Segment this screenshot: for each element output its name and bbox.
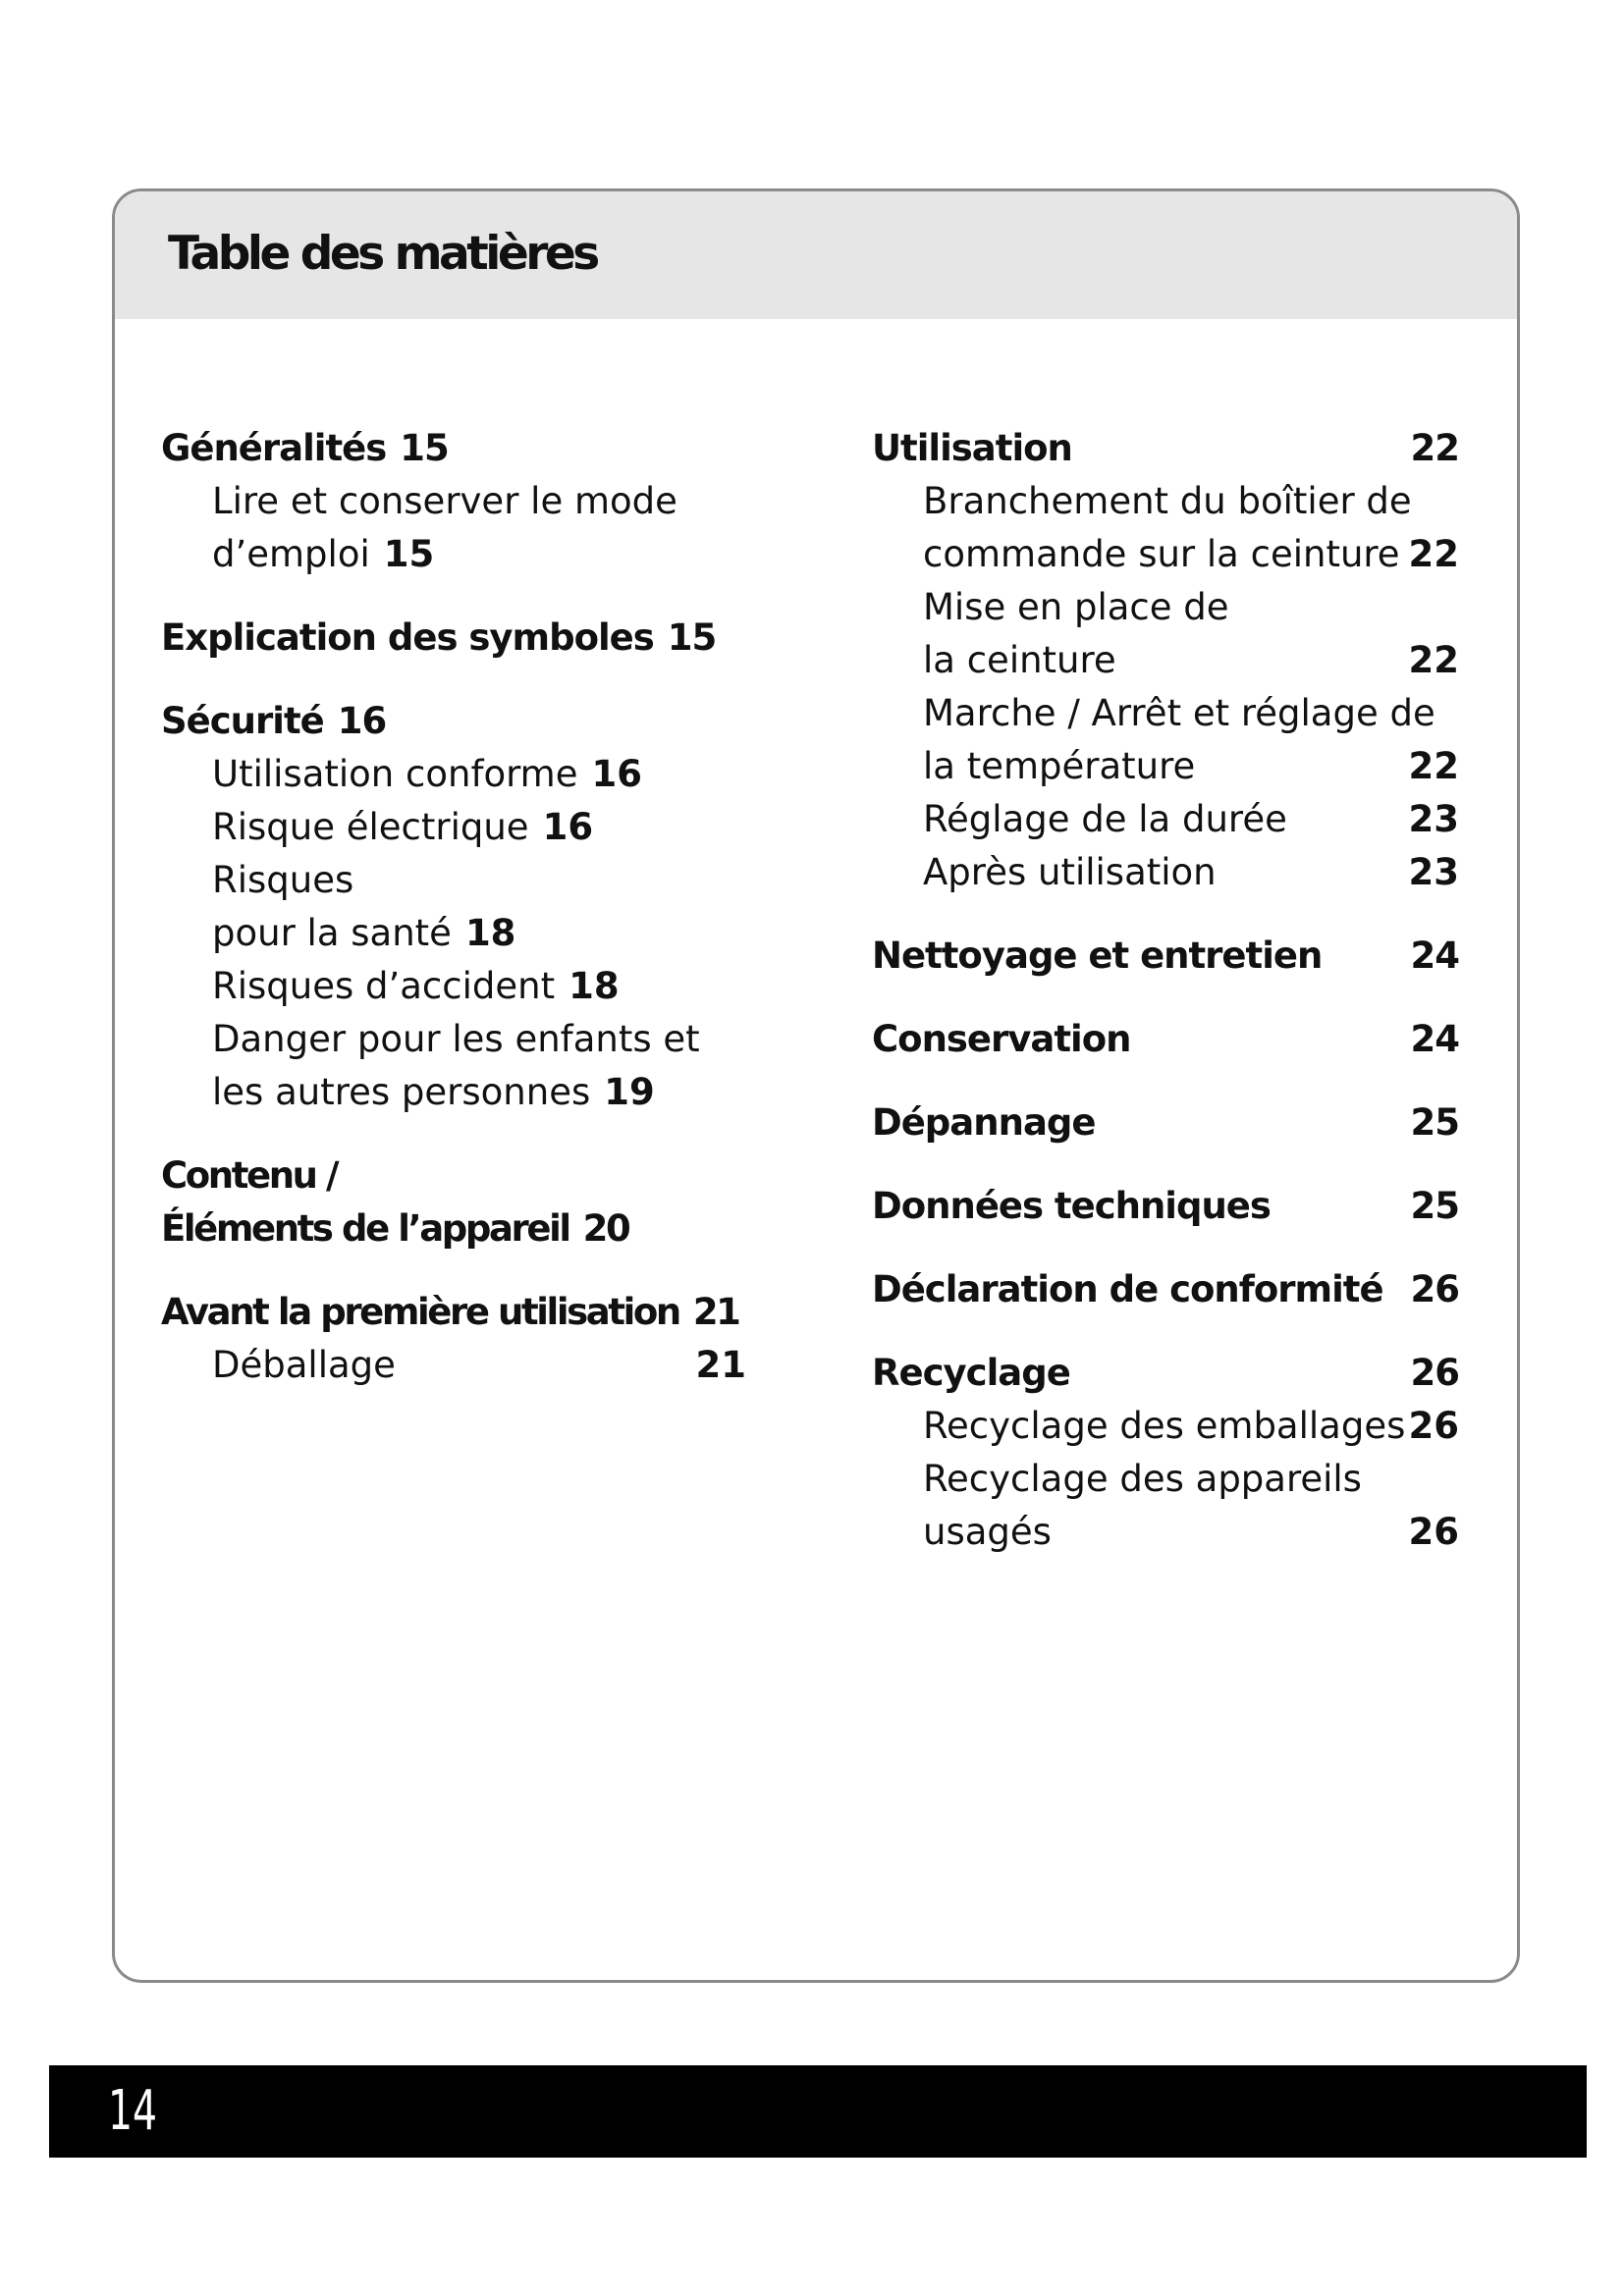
toc-subentry-line: commande sur la ceinture <box>923 533 1400 575</box>
toc-subentry-line: Risques <box>212 859 354 901</box>
footer-page-number: 14 <box>108 2079 157 2143</box>
toc-entry-title: Nettoyage et entretien <box>872 934 1323 977</box>
toc-subentry-line: Recyclage des emballages <box>923 1405 1406 1447</box>
toc-subentry-line: la température <box>923 745 1196 787</box>
toc-page-number: 15 <box>383 533 435 575</box>
toc-page-number: 25 <box>1410 1101 1459 1144</box>
toc-subentry-marche-arret[interactable] <box>872 687 1459 793</box>
toc-entry-title: Utilisation <box>872 427 1072 469</box>
toc-subentry-line: Marche / Arrêt et réglage de <box>923 692 1435 734</box>
toc-subentry-apres-utilisation[interactable] <box>872 846 1459 899</box>
toc-entry-contenu[interactable] <box>161 1149 746 1255</box>
toc-subentry-risque-electrique[interactable] <box>161 801 746 854</box>
toc-entry-title: Conservation <box>872 1018 1131 1060</box>
toc-entry-generalites[interactable] <box>161 422 746 475</box>
toc-page-number: 23 <box>1408 798 1459 840</box>
toc-entry-explication-symboles[interactable] <box>161 612 746 665</box>
toc-entry-donnees-techniques[interactable] <box>872 1180 1459 1233</box>
toc-page-number: 20 <box>582 1207 629 1250</box>
toc-entry-title: Avant la première utilisation <box>161 1291 679 1333</box>
toc-subentry-line: Danger pour les enfants et <box>212 1018 700 1060</box>
toc-subentry-line: d’emploi <box>212 533 370 575</box>
toc-subentry-branchement[interactable] <box>872 475 1459 581</box>
toc-page-number: 16 <box>591 753 642 795</box>
toc-subentry-deballage[interactable] <box>161 1339 746 1392</box>
toc-entry-title: Généralités <box>161 427 387 469</box>
toc-page-number: 15 <box>400 427 449 469</box>
toc-subentry-line: Branchement du boîtier de <box>923 480 1412 522</box>
toc-page-number: 26 <box>1408 1511 1459 1553</box>
toc-subentry-mise-en-place[interactable] <box>872 581 1459 687</box>
toc-subentry-line: usagés <box>923 1511 1052 1553</box>
toc-subentry-danger-enfants[interactable] <box>161 1013 746 1119</box>
toc-subentry-utilisation-conforme[interactable] <box>161 748 746 801</box>
toc-page-number: 25 <box>1410 1185 1459 1227</box>
toc-entry-line: Éléments de l’appareil <box>161 1207 569 1250</box>
toc-subentry-line: pour la santé <box>212 912 452 954</box>
toc-page-number: 23 <box>1408 851 1459 893</box>
toc-page-number: 22 <box>1410 427 1459 469</box>
toc-page-number: 22 <box>1408 533 1459 575</box>
toc-subentry-line: Déballage <box>212 1344 396 1386</box>
toc-page-number: 19 <box>604 1071 655 1113</box>
toc-page-number: 26 <box>1408 1405 1459 1447</box>
footer-bar <box>49 2065 1587 2158</box>
toc-subentry-line: Risque électrique <box>212 806 529 848</box>
toc-subentry-line: la ceinture <box>923 639 1116 681</box>
toc-subentry-line: Recyclage des appareils <box>923 1458 1362 1500</box>
toc-entry-title: Données techniques <box>872 1185 1271 1227</box>
toc-page-number: 26 <box>1410 1268 1459 1310</box>
toc-subentry-line: Mise en place de <box>923 586 1229 628</box>
toc-page-number: 26 <box>1410 1352 1459 1394</box>
toc-entry-line: Contenu / <box>161 1154 338 1197</box>
toc-page-number: 22 <box>1408 745 1459 787</box>
toc-page-number: 22 <box>1408 639 1459 681</box>
toc-header <box>115 191 1517 319</box>
toc-page-number: 18 <box>464 912 516 954</box>
toc-subentry-line: Réglage de la durée <box>923 798 1287 840</box>
toc-entry-title: Sécurité <box>161 700 324 742</box>
toc-subentry-risques-accident[interactable] <box>161 960 746 1013</box>
toc-entry-securite[interactable] <box>161 695 746 748</box>
toc-entry-title: Explication des symboles <box>161 616 654 659</box>
toc-entry-conservation[interactable] <box>872 1013 1459 1066</box>
toc-entry-utilisation[interactable] <box>872 422 1459 475</box>
toc-page-number: 24 <box>1410 934 1459 977</box>
toc-subentry-line: Lire et conserver le mode <box>212 480 677 522</box>
toc-subentry-risques-sante[interactable] <box>161 854 746 960</box>
toc-entry-avant-premiere-utilisation[interactable] <box>161 1286 746 1339</box>
toc-subentry-line: Après utilisation <box>923 851 1217 893</box>
toc-page-number: 24 <box>1410 1018 1459 1060</box>
toc-entry-depannage[interactable] <box>872 1096 1459 1149</box>
toc-subentry-lire-conserver[interactable] <box>161 475 746 581</box>
toc-page-number: 16 <box>337 700 387 742</box>
toc-entry-declaration-conformite[interactable] <box>872 1263 1459 1316</box>
toc-right-column <box>872 422 1459 1559</box>
toc-entry-title: Recyclage <box>872 1352 1070 1394</box>
toc-subentry-line: les autres personnes <box>212 1071 591 1113</box>
toc-entry-title: Dépannage <box>872 1101 1096 1144</box>
toc-subentry-recyclage-emballages[interactable] <box>872 1400 1459 1453</box>
toc-page-number: 21 <box>692 1291 739 1333</box>
toc-subentry-line: Utilisation conforme <box>212 753 578 795</box>
toc-left-column <box>161 422 746 1392</box>
page-title: Table des matières <box>168 227 597 281</box>
toc-page-number: 15 <box>667 616 717 659</box>
toc-page-number: 21 <box>695 1344 746 1386</box>
toc-subentry-recyclage-appareils[interactable] <box>872 1453 1459 1559</box>
toc-page-number: 16 <box>542 806 594 848</box>
toc-entry-nettoyage[interactable] <box>872 930 1459 983</box>
toc-subentry-line: Risques d’accident <box>212 965 556 1007</box>
toc-entry-title: Déclaration de conformité <box>872 1268 1383 1310</box>
toc-page-number: 18 <box>568 965 620 1007</box>
toc-subentry-reglage-duree[interactable] <box>872 793 1459 846</box>
toc-panel <box>112 188 1520 1983</box>
toc-entry-recyclage[interactable] <box>872 1347 1459 1400</box>
